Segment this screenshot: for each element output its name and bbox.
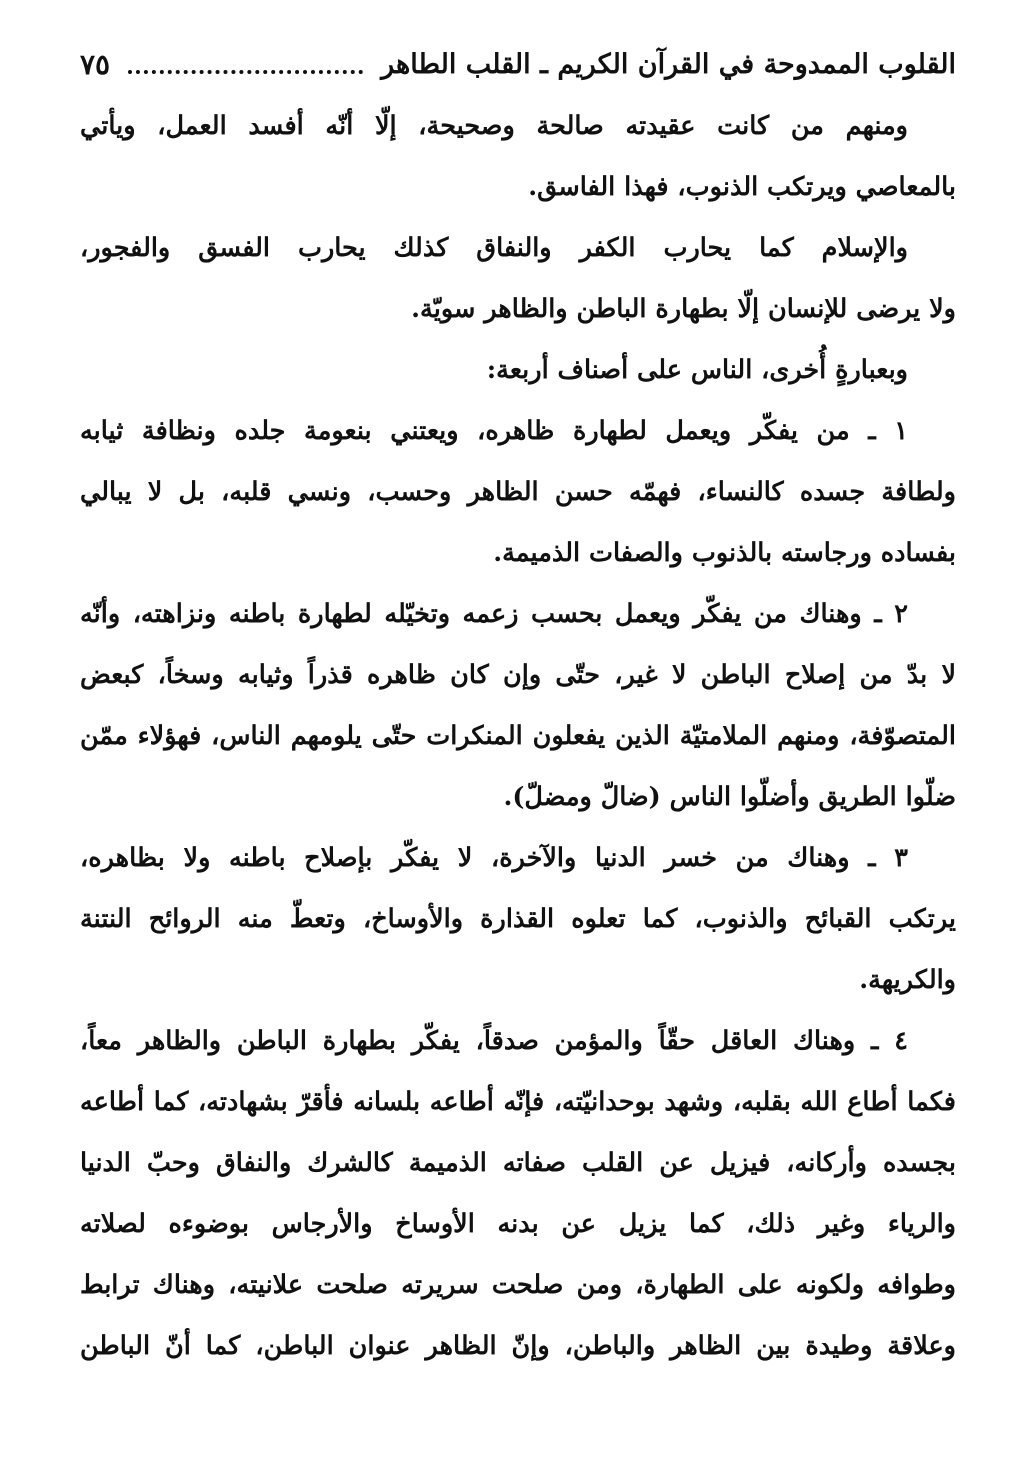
- text-line: فكما أطاع الله بقلبه، وشهد بوحدانيّته، فإنّه أطاعه بلسانه فأقرّ بشهادته، كما أطاعه: [80, 1087, 956, 1117]
- text-line: ضلّوا الطريق وأضلّوا الناس (ضالّ ومضلّ).: [503, 782, 956, 812]
- running-header: [80, 36, 956, 92]
- paragraph: [80, 218, 956, 340]
- text-line: لا بدّ من إصلاح الباطن لا غير، حتّى وإن كان ظاهره قذراً وثيابه وسخاً، كبعض: [80, 660, 956, 690]
- page-body: [80, 96, 956, 1377]
- paragraph: [80, 1011, 956, 1377]
- text-line: ١ ـ من يفكّر ويعمل لطهارة ظاهره، ويعتني بنعومة جلده ونظافة ثيابه: [80, 416, 908, 446]
- paragraph: [80, 96, 956, 218]
- text-line: ٢ ـ وهناك من يفكّر ويعمل بحسب زعمه وتخيّله لطهارة باطنه ونزاهته، وأنّه: [80, 599, 908, 629]
- text-line: ولطافة جسده كالنساء، فهمّه حسن الظاهر وحسب، ونسي قلبه، بل لا يبالي: [80, 477, 956, 507]
- text-line: والرياء وغير ذلك، كما يزيل عن بدنه الأوساخ والأرجاس بوضوءه لصلاته: [80, 1209, 956, 1239]
- text-line: والكريهة.: [859, 965, 956, 995]
- header-dot-leader: [128, 70, 363, 74]
- text-line: يرتكب القبائح والذنوب، كما تعلوه القذارة والأوساخ، وتعطّ منه الروائح النتنة: [80, 904, 956, 934]
- text-line: المتصوّفة، ومنهم الملامتيّة الذين يفعلون المنكرات حتّى يلومهم الناس، فهؤلاء ممّن: [80, 721, 956, 751]
- paragraph: [80, 828, 956, 1011]
- paragraph: [80, 340, 956, 401]
- text-line: والإسلام كما يحارب الكفر والنفاق كذلك يحارب الفسق والفجور،: [80, 233, 908, 263]
- text-line: ولا يرضى للإنسان إلّا بطهارة الباطن والظاهر سويّة.: [411, 294, 956, 324]
- text-line: وعلاقة وطيدة بين الظاهر والباطن، وإنّ الظاهر عنوان الباطن، كما أنّ الباطن: [80, 1331, 956, 1361]
- header-title: القلوب الممدوحة في القرآن الكريم ـ القلب الطاهر: [381, 48, 956, 80]
- book-page: [80, 36, 956, 1436]
- text-line: ٤ ـ وهناك العاقل حقّاً والمؤمن صدقاً، يفكّر بطهارة الباطن والظاهر معاً،: [80, 1026, 908, 1056]
- text-line: ومنهم من كانت عقيدته صالحة وصحيحة، إلّا أنّه أفسد العمل، ويأتي: [80, 111, 908, 141]
- text-line: بجسده وأركانه، فيزيل عن القلب صفاته الذميمة كالشرك والنفاق وحبّ الدنيا: [80, 1148, 956, 1178]
- text-line: وطوافه ولكونه على الطهارة، ومن صلحت سريرته صلحت علانيته، وهناك ترابط: [80, 1270, 956, 1300]
- text-line: بالمعاصي ويرتكب الذنوب، فهذا الفاسق.: [528, 172, 956, 202]
- text-line: ٣ ـ وهناك من خسر الدنيا والآخرة، لا يفكّر بإصلاح باطنه ولا بظاهره،: [80, 843, 908, 873]
- paragraph: [80, 401, 956, 584]
- text-line: بفساده ورجاسته بالذنوب والصفات الذميمة.: [493, 538, 956, 568]
- text-line: وبعبارةٍ أُخرى، الناس على أصناف أربعة:: [486, 355, 908, 385]
- page-number: ٧٥: [80, 47, 111, 81]
- paragraph: [80, 584, 956, 828]
